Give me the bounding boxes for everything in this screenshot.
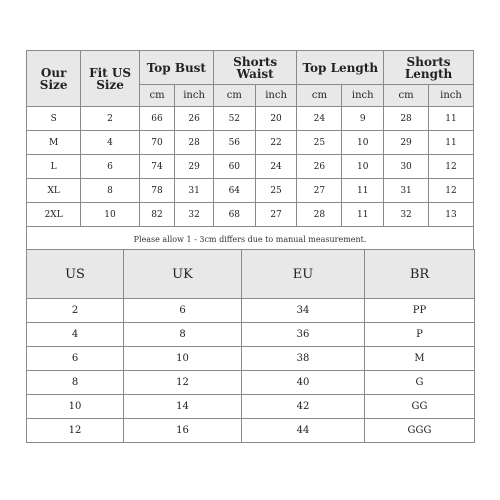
cell-top-length-cm: 26 bbox=[297, 155, 342, 179]
cell-uk: 14 bbox=[124, 395, 242, 419]
cell-br: M bbox=[365, 347, 475, 371]
unit-inch: inch bbox=[255, 85, 297, 107]
cell-top-bust-cm: 70 bbox=[139, 131, 175, 155]
cell-eu: 44 bbox=[242, 419, 365, 443]
unit-inch: inch bbox=[429, 85, 474, 107]
header-uk: UK bbox=[124, 250, 242, 299]
cell-br: P bbox=[365, 323, 475, 347]
cell-shorts-length-cm: 31 bbox=[384, 179, 429, 203]
cell-top-length-inch: 10 bbox=[342, 155, 384, 179]
cell-top-length-inch: 9 bbox=[342, 107, 384, 131]
cell-top-bust-inch: 32 bbox=[175, 203, 214, 227]
header-fit-us-size: Fit US Size bbox=[81, 51, 139, 107]
table-row bbox=[27, 419, 475, 443]
cell-us: 12 bbox=[27, 419, 124, 443]
cell-shorts-length-cm: 30 bbox=[384, 155, 429, 179]
cell-shorts-waist-cm: 56 bbox=[213, 131, 255, 155]
cell-br: PP bbox=[365, 299, 475, 323]
cell-shorts-length-cm: 32 bbox=[384, 203, 429, 227]
cell-top-bust-inch: 26 bbox=[175, 107, 214, 131]
cell-shorts-waist-inch: 27 bbox=[255, 203, 297, 227]
table-row bbox=[27, 371, 475, 395]
cell-shorts-waist-cm: 60 bbox=[213, 155, 255, 179]
table-row bbox=[27, 323, 475, 347]
cell-fit-us-size: 4 bbox=[81, 131, 139, 155]
cell-top-bust-inch: 31 bbox=[175, 179, 214, 203]
cell-top-bust-cm: 82 bbox=[139, 203, 175, 227]
cell-eu: 40 bbox=[242, 371, 365, 395]
size-chart-table bbox=[26, 50, 474, 253]
cell-our-size: XL bbox=[27, 179, 81, 203]
cell-our-size: M bbox=[27, 131, 81, 155]
cell-br: GGG bbox=[365, 419, 475, 443]
cell-uk: 6 bbox=[124, 299, 242, 323]
header-br: BR bbox=[365, 250, 475, 299]
cell-uk: 16 bbox=[124, 419, 242, 443]
header-us: US bbox=[27, 250, 124, 299]
cell-us: 10 bbox=[27, 395, 124, 419]
cell-top-bust-inch: 29 bbox=[175, 155, 214, 179]
cell-shorts-length-inch: 13 bbox=[429, 203, 474, 227]
cell-top-length-cm: 27 bbox=[297, 179, 342, 203]
header-our-size: Our Size bbox=[27, 51, 81, 107]
cell-us: 8 bbox=[27, 371, 124, 395]
table-row bbox=[27, 395, 475, 419]
cell-shorts-length-cm: 28 bbox=[384, 107, 429, 131]
table-row bbox=[27, 107, 474, 131]
cell-top-bust-cm: 78 bbox=[139, 179, 175, 203]
cell-eu: 38 bbox=[242, 347, 365, 371]
cell-us: 4 bbox=[27, 323, 124, 347]
cell-our-size: S bbox=[27, 107, 81, 131]
cell-shorts-length-inch: 12 bbox=[429, 179, 474, 203]
cell-br: GG bbox=[365, 395, 475, 419]
cell-shorts-waist-cm: 68 bbox=[213, 203, 255, 227]
header-eu: EU bbox=[242, 250, 365, 299]
cell-fit-us-size: 6 bbox=[81, 155, 139, 179]
cell-shorts-waist-inch: 22 bbox=[255, 131, 297, 155]
cell-our-size: L bbox=[27, 155, 81, 179]
header-top-bust: Top Bust bbox=[139, 51, 213, 85]
size-conversion-table bbox=[26, 249, 475, 443]
cell-shorts-length-cm: 29 bbox=[384, 131, 429, 155]
measurement-note: Please allow 1 - 3cm differs due to manual measurement. bbox=[27, 227, 474, 253]
cell-fit-us-size: 10 bbox=[81, 203, 139, 227]
table-row bbox=[27, 203, 474, 227]
unit-inch: inch bbox=[175, 85, 214, 107]
cell-uk: 10 bbox=[124, 347, 242, 371]
cell-fit-us-size: 8 bbox=[81, 179, 139, 203]
cell-shorts-waist-cm: 52 bbox=[213, 107, 255, 131]
cell-eu: 34 bbox=[242, 299, 365, 323]
size-chart-header-row bbox=[27, 51, 474, 85]
conversion-header-row bbox=[27, 250, 475, 299]
unit-inch: inch bbox=[342, 85, 384, 107]
unit-cm: cm bbox=[213, 85, 255, 107]
cell-us: 6 bbox=[27, 347, 124, 371]
cell-top-bust-cm: 66 bbox=[139, 107, 175, 131]
cell-br: G bbox=[365, 371, 475, 395]
cell-shorts-waist-inch: 25 bbox=[255, 179, 297, 203]
cell-top-length-inch: 11 bbox=[342, 203, 384, 227]
cell-eu: 36 bbox=[242, 323, 365, 347]
cell-uk: 8 bbox=[124, 323, 242, 347]
cell-us: 2 bbox=[27, 299, 124, 323]
header-shorts-length: Shorts Length bbox=[384, 51, 474, 85]
cell-top-length-cm: 28 bbox=[297, 203, 342, 227]
unit-cm: cm bbox=[297, 85, 342, 107]
cell-eu: 42 bbox=[242, 395, 365, 419]
cell-shorts-length-inch: 11 bbox=[429, 107, 474, 131]
table-row bbox=[27, 299, 475, 323]
cell-top-length-cm: 24 bbox=[297, 107, 342, 131]
cell-shorts-waist-inch: 24 bbox=[255, 155, 297, 179]
table-row bbox=[27, 155, 474, 179]
cell-top-bust-cm: 74 bbox=[139, 155, 175, 179]
cell-top-length-inch: 11 bbox=[342, 179, 384, 203]
unit-cm: cm bbox=[139, 85, 175, 107]
cell-top-length-inch: 10 bbox=[342, 131, 384, 155]
header-top-length: Top Length bbox=[297, 51, 384, 85]
cell-shorts-length-inch: 11 bbox=[429, 131, 474, 155]
cell-shorts-length-inch: 12 bbox=[429, 155, 474, 179]
table-row bbox=[27, 347, 475, 371]
cell-our-size: 2XL bbox=[27, 203, 81, 227]
cell-top-length-cm: 25 bbox=[297, 131, 342, 155]
unit-cm: cm bbox=[384, 85, 429, 107]
header-shorts-waist: Shorts Waist bbox=[213, 51, 297, 85]
cell-fit-us-size: 2 bbox=[81, 107, 139, 131]
cell-top-bust-inch: 28 bbox=[175, 131, 214, 155]
cell-shorts-waist-inch: 20 bbox=[255, 107, 297, 131]
table-row bbox=[27, 179, 474, 203]
cell-uk: 12 bbox=[124, 371, 242, 395]
table-row bbox=[27, 131, 474, 155]
cell-shorts-waist-cm: 64 bbox=[213, 179, 255, 203]
